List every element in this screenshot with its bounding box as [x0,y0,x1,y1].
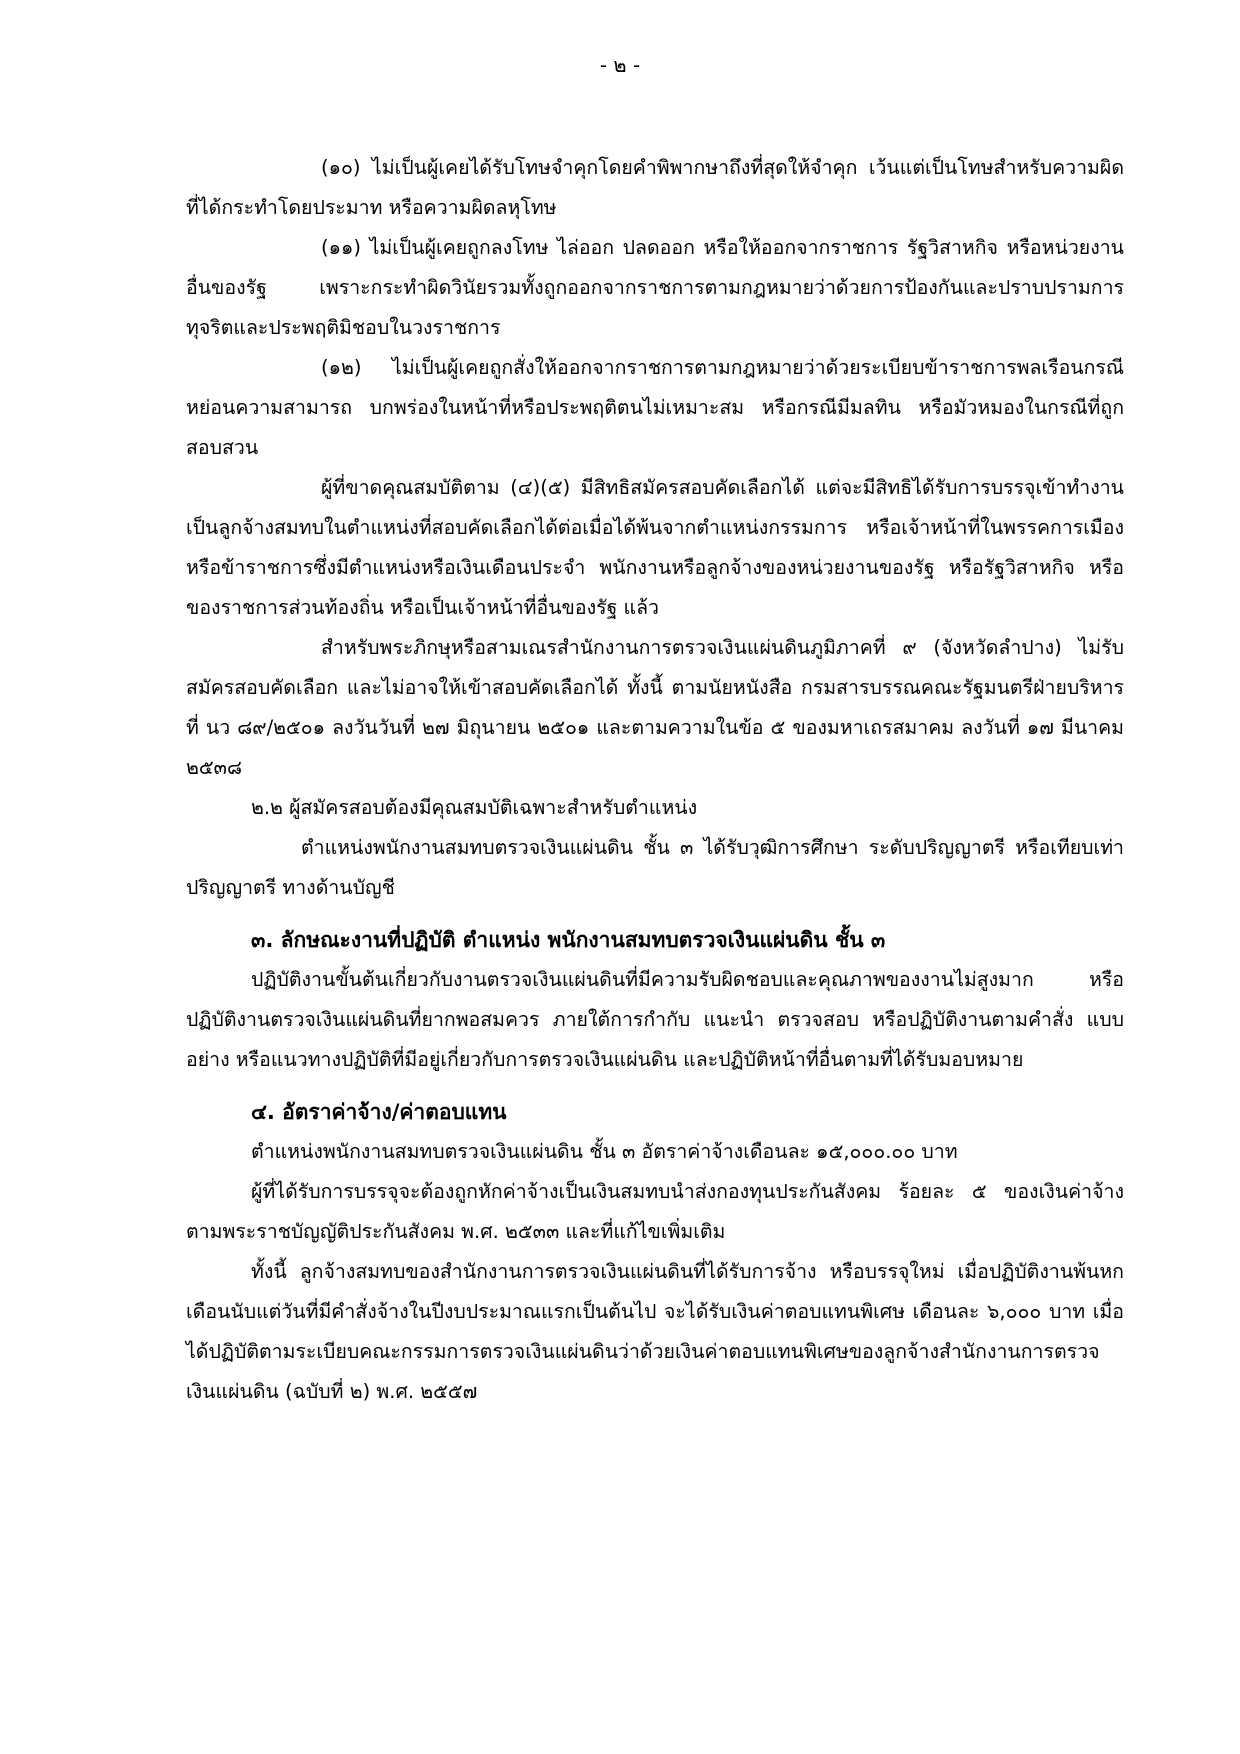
section-4-special-allowance: ทั้งนี้ ลูกจ้างสมทบของสำนักงานการตรวจเงินแผ่นดินที่ได้รับการจ้าง หรือบรรจุใหม่ เมื่อปฏิบัติงานพ้นหกเดือนนับแต่วันที่มีคำสั่งจ้างในปีงบประมาณแรกเป็นต้นไป จะได้รับเงินค่าตอบแทนพิเศษ เดือนละ ๖,๐๐๐ บาท เมื่อได้ปฏิบัติตามระเบียบคณะกรรมการตรวจเงินแผ่นดินว่าด้วยเงินค่าตอบแทนพิเศษของลูกจ้างสำนักงานการตรวจเงินแผ่นดิน (ฉบับที่ ๒) พ.ศ. ๒๕๕๗ [186,1260,1124,1403]
section-3-heading: ๓. ลักษณะงานที่ปฏิบัติ ตำแหน่ง พนักงานสมทบตรวจเงินแผ่นดิน ชั้น ๓ [251,928,886,952]
qualification-item-12: (๑๒) ไม่เป็นผู้เคยถูกสั่งให้ออกจากราชการตามกฎหมายว่าด้วยระเบียบข้าราชการพลเรือนกรณีหย่อนความสามารถ บกพร่องในหน้าที่หรือประพฤติตนไม่เหมาะสม หรือกรณีมีมลทิน หรือมัวหมองในกรณีที่ถูกสอบสวน [186,356,1124,459]
section-4-rate: ตำแหน่งพนักงานสมทบตรวจเงินแผ่นดิน ชั้น ๓ อัตราค่าจ้างเดือนละ ๑๕,๐๐๐.๐๐ บาท [251,1140,958,1163]
page-number: - ๒ - [599,53,641,77]
note-lacking-qualifications: ผู้ที่ขาดคุณสมบัติตาม (๔)(๕) มีสิทธิสมัครสอบคัดเลือกได้ แต่จะมีสิทธิได้รับการบรรจุเข้าทำงานเป็นลูกจ้างสมทบในตำแหน่งที่สอบคัดเลือกได้ต่อเมื่อได้พ้นจากตำแหน่งกรรมการ หรือเจ้าหน้าที่ในพรรคการเมือง หรือข้าราชการซึ่งมีตำแหน่งหรือเงินเดือนประจำ พนักงานหรือลูกจ้างของหน่วยงานของรัฐ หรือรัฐวิสาหกิจ หรือของราชการส่วนท้องถิ่น หรือเป็นเจ้าหน้าที่อื่นของรัฐ แล้ว [186,476,1124,619]
section-3-body: ปฏิบัติงานขั้นต้นเกี่ยวกับงานตรวจเงินแผ่นดินที่มีความรับผิดชอบและคุณภาพของงานไม่สูงมาก หรือปฏิบัติงานตรวจเงินแผ่นดินที่ยากพอสมควร ภายใต้การกำกับ แนะนำ ตรวจสอบ หรือปฏิบัติงานตามคำสั่ง แบบอย่าง หรือแนวทางปฏิบัติที่มีอยู่เกี่ยวกับการตรวจเงินแผ่นดิน และปฏิบัติหน้าที่อื่นตามที่ได้รับมอบหมาย [186,968,1124,1071]
note-monks: สำหรับพระภิกษุหรือสามเณรสำนักงานการตรวจเงินแผ่นดินภูมิภาคที่ ๙ (จังหวัดลำปาง) ไม่รับสมัครสอบคัดเลือก และไม่อาจให้เข้าสอบคัดเลือกได้ ทั้งนี้ ตามนัยหนังสือ กรมสารบรรณคณะรัฐมนตรีฝ่ายบริหาร ที่ นว ๘๙/๒๕๐๑ ลงวันวันที่ ๒๗ มิถุนายน ๒๕๐๑ และตามความในข้อ ๕ ของมหาเถรสมาคม ลงวันที่ ๑๗ มีนาคม ๒๕๓๘ [186,636,1124,779]
section-2-2-body: ตำแหน่งพนักงานสมทบตรวจเงินแผ่นดิน ชั้น ๓ ได้รับวุฒิการศึกษา ระดับปริญญาตรี หรือเทียบเท่าปริญญาตรี ทางด้านบัญชี [186,836,1124,899]
section-4-social-security: ผู้ที่ได้รับการบรรจุจะต้องถูกหักค่าจ้างเป็นเงินสมทบนำส่งกองทุนประกันสังคม ร้อยละ ๕ ของเงินค่าจ้างตามพระราชบัญญัติประกันสังคม พ.ศ. ๒๕๓๓ และที่แก้ไขเพิ่มเติม [186,1180,1124,1243]
document-body [186,148,1124,1412]
qualification-item-11: (๑๑) ไม่เป็นผู้เคยถูกลงโทษ ไล่ออก ปลดออก หรือให้ออกจากราชการ รัฐวิสาหกิจ หรือหน่วยงานอื่นของรัฐ เพราะกระทำผิดวินัยรวมทั้งถูกออกจากราชการตามกฎหมายว่าด้วยการป้องกันและปราบปรามการทุจริตและประพฤติมิชอบในวงราชการ [186,236,1124,339]
qualification-item-10: (๑๐) ไม่เป็นผู้เคยได้รับโทษจำคุกโดยคำพิพากษาถึงที่สุดให้จำคุก เว้นแต่เป็นโทษสำหรับความผิดที่ได้กระทำโดยประมาท หรือความผิดลหุโทษ [186,156,1124,219]
section-2-2-heading: ๒.๒ ผู้สมัครสอบต้องมีคุณสมบัติเฉพาะสำหรับตำแหน่ง [251,796,698,819]
section-4-heading: ๔. อัตราค่าจ้าง/ค่าตอบแทน [251,1100,507,1124]
